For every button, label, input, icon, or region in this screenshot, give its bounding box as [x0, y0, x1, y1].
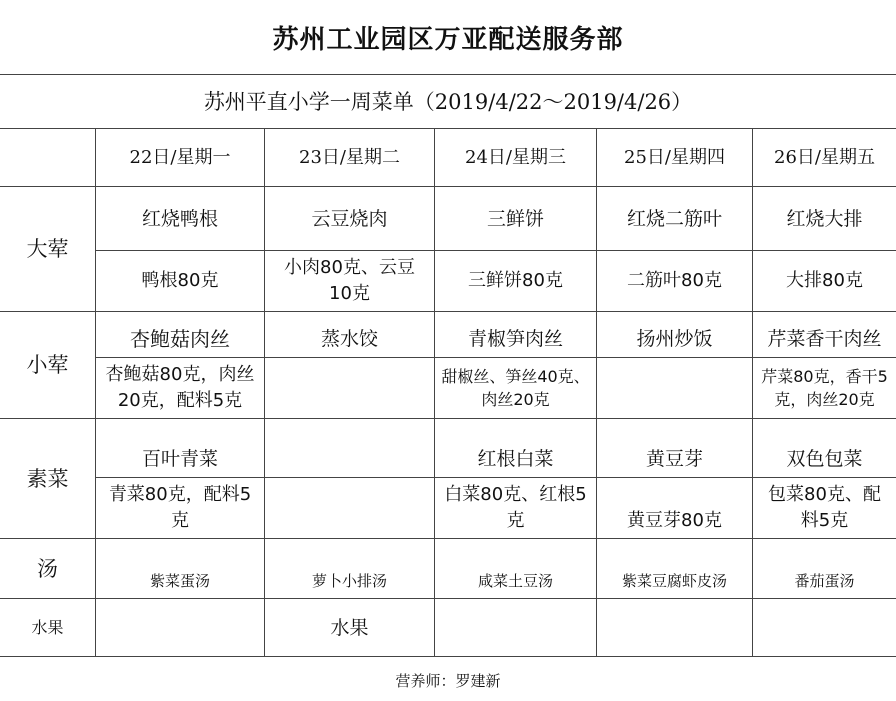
- rule-main-bottom: [0, 311, 896, 312]
- day-header-wed: 24日/星期三: [465, 146, 566, 168]
- menu-title: 苏州平直小学一周菜单（2019/4/22～2019/4/26）: [203, 90, 693, 114]
- category-fruit: 水果: [31, 618, 64, 637]
- veg-ingredient-tue: [265, 478, 434, 538]
- veg-ingredient-mon: 青菜80克，配料5克: [108, 484, 252, 531]
- main-dish-thu: 红烧二筋叶: [626, 207, 722, 230]
- main-dish-fri: 红烧大排: [786, 207, 863, 230]
- minor-ingredient-mon: 杏鲍菇80克，肉丝20克，配料5克: [105, 364, 255, 411]
- day-header-mon: 22日/星期一: [129, 146, 231, 168]
- fruit-mon: [96, 599, 264, 656]
- main-ingredient-mon: 鸭根80克: [141, 270, 219, 291]
- minor-dish-tue: 蒸水饺: [320, 327, 378, 350]
- fruit-fri: [753, 599, 896, 656]
- minor-ingredient-wed: 甜椒丝、笋丝40克、肉丝20克: [441, 367, 590, 409]
- main-ingredient-wed: 三鲜饼80克: [468, 270, 563, 291]
- main-ingredient-fri: 大排80克: [786, 270, 863, 291]
- minor-ingredient-fri: 芹菜80克，香干5克，肉丝20克: [761, 367, 888, 409]
- veg-ingredient-thu: 黄豆芽80克: [627, 510, 722, 531]
- veg-dish-tue: [265, 440, 434, 477]
- nutritionist-credit: 营养师：罗建新: [395, 671, 501, 690]
- veg-dish-fri: 双色包菜: [786, 447, 863, 470]
- veg-ingredient-wed: 白菜80克、红根5克: [444, 484, 587, 531]
- minor-dish-wed: 青椒笋肉丝: [467, 327, 563, 350]
- fruit-tue: 水果: [330, 616, 369, 639]
- category-main: 大荤: [26, 237, 69, 261]
- rule-minor-bottom: [0, 418, 896, 419]
- main-dish-wed: 三鲜饼: [486, 207, 544, 230]
- soup-thu: 紫菜豆腐虾皮汤: [621, 572, 727, 590]
- veg-dish-mon: 百叶青菜: [141, 447, 218, 470]
- veg-dish-wed: 红根白菜: [477, 447, 554, 470]
- rule-top: [0, 74, 896, 75]
- minor-dish-thu: 扬州炒饭: [636, 327, 713, 350]
- fruit-thu: [597, 599, 752, 656]
- soup-wed: 咸菜土豆汤: [477, 572, 553, 590]
- minor-ingredient-tue: [265, 358, 434, 418]
- main-ingredient-thu: 二筋叶80克: [627, 270, 722, 291]
- category-soup: 汤: [37, 556, 58, 581]
- fruit-wed: [435, 599, 596, 656]
- minor-ingredient-thu: [597, 358, 752, 418]
- rule-table-bottom: [0, 656, 896, 657]
- day-header-fri: 26日/星期五: [774, 146, 875, 168]
- main-dish-tue: 云豆烧肉: [311, 207, 388, 230]
- minor-dish-mon: 杏鲍菇肉丝: [130, 326, 230, 351]
- main-ingredient-tue: 小肉80克、云豆10克: [284, 257, 415, 304]
- company-title: 苏州工业园区万亚配送服务部: [272, 24, 624, 55]
- soup-fri: 番茄蛋汤: [794, 572, 855, 590]
- soup-tue: 萝卜小排汤: [311, 572, 387, 590]
- category-minor: 小荤: [26, 353, 69, 377]
- day-header-tue: 23日/星期二: [299, 146, 400, 168]
- soup-mon: 紫菜蛋汤: [149, 572, 210, 590]
- veg-ingredient-fri: 包菜80克、配料5克: [768, 484, 881, 531]
- day-header-thu: 25日/星期四: [624, 146, 725, 168]
- minor-dish-fri: 芹菜香干肉丝: [767, 327, 882, 350]
- category-veg: 素菜: [26, 466, 69, 491]
- veg-dish-thu: 黄豆芽: [645, 447, 703, 470]
- main-dish-mon: 红烧鸭根: [141, 207, 218, 230]
